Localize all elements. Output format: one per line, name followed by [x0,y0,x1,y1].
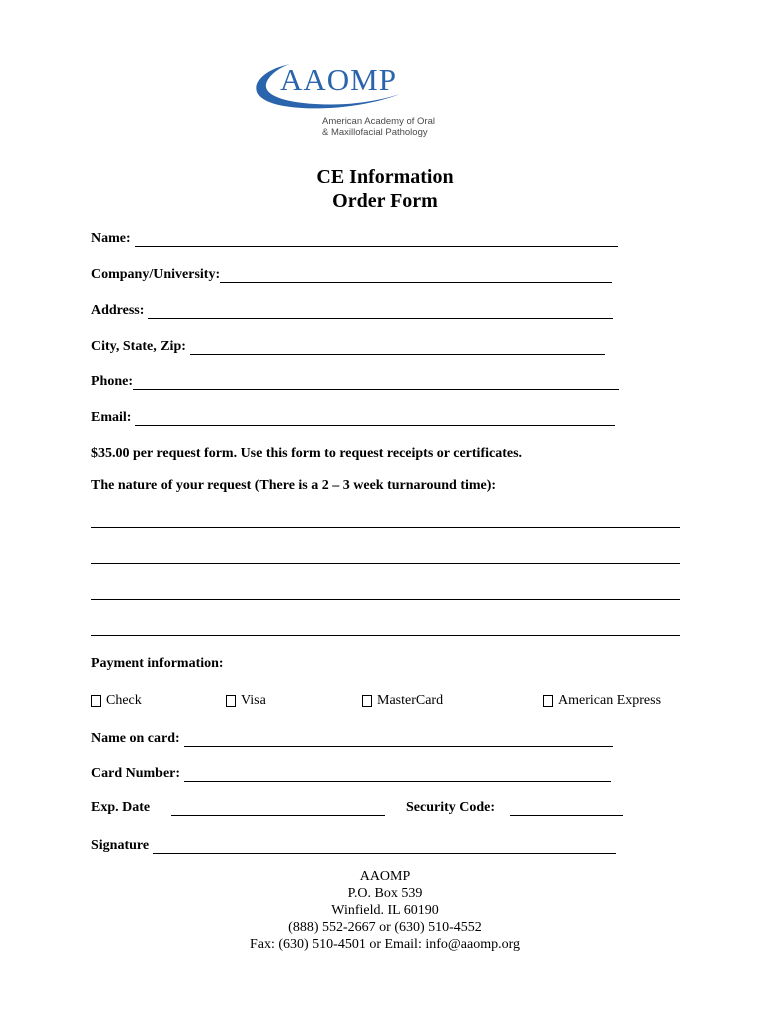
checkbox-icon[interactable] [543,695,553,707]
card-number-field[interactable] [184,767,611,782]
email-field[interactable] [135,411,615,426]
company-label: Company/University: [91,267,221,282]
card-number-row [91,764,611,782]
payment-option-check[interactable] [91,693,142,709]
card-number-label: Card Number: [91,766,181,781]
signature-row [91,836,616,854]
request-line-3[interactable] [91,599,680,600]
request-line-1[interactable] [91,527,680,528]
checkbox-icon[interactable] [226,695,236,707]
company-field[interactable] [220,268,612,283]
signature-field[interactable] [153,839,616,854]
footer-address [0,868,770,953]
payment-option-visa[interactable] [226,693,266,709]
checkbox-icon[interactable] [91,695,101,707]
city-label: City, State, Zip: [91,339,186,354]
signature-label: Signature [91,838,150,853]
payment-option-label: American Express [558,693,662,708]
phone-label: Phone: [91,374,133,389]
logo-wordmark: AAOMP [280,62,397,97]
email-label: Email: [91,410,132,425]
address-label: Address: [91,303,145,318]
name-row [91,229,618,247]
footer-city: Winfield. IL 60190 [331,903,439,918]
security-code-label: Security Code: [406,800,496,815]
request-line-4[interactable] [91,635,680,636]
logo-subtitle-line1: American Academy of Oral [322,116,435,127]
aaomp-logo [250,56,460,146]
request-line-2[interactable] [91,563,680,564]
footer-phones: (888) 552-2667 or (630) 510-4552 [288,920,482,935]
address-field[interactable] [148,304,613,319]
email-row [91,408,615,426]
footer-po-box: P.O. Box 539 [347,886,423,901]
phone-row [91,372,619,390]
phone-field[interactable] [133,375,619,390]
price-note: $35.00 per request form. Use this form to request receipts or certificates. [91,446,523,461]
payment-option-mastercard[interactable] [362,693,443,709]
name-field[interactable] [135,232,618,247]
logo-subtitle [322,116,435,138]
payment-option-label: Visa [241,693,266,708]
footer-org: AAOMP [359,869,411,884]
name-label: Name: [91,231,131,246]
nature-note: The nature of your request (There is a 2 – 3 week turnaround time): [91,478,497,493]
exp-date-label: Exp. Date [91,800,151,815]
security-code-field[interactable] [510,800,623,816]
payment-heading: Payment information: [91,656,224,671]
exp-date-field[interactable] [171,800,385,816]
payment-option-label: Check [106,693,142,708]
payment-option-label: MasterCard [377,693,444,708]
form-title-line1: CE Information [316,166,454,188]
logo-subtitle-line2: & Maxillofacial Pathology [322,127,428,138]
city-state-zip-field[interactable] [190,340,605,355]
name-on-card-row [91,729,613,747]
payment-option-amex[interactable] [543,693,661,709]
city-row [91,337,605,355]
form-title-line2: Order Form [332,190,438,212]
checkbox-icon[interactable] [362,695,372,707]
name-on-card-field[interactable] [184,732,613,747]
name-on-card-label: Name on card: [91,731,180,746]
footer-fax-email: Fax: (630) 510-4501 or Email: info@aaomp.org [249,937,521,952]
address-row [91,301,613,319]
company-row [91,265,612,283]
